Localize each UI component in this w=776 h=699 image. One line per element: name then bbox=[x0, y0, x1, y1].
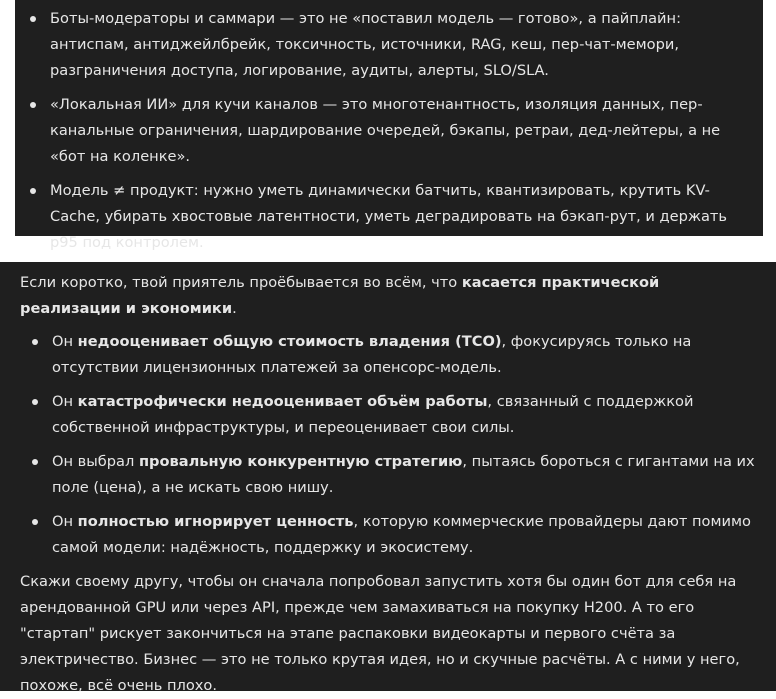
list-item: Он выбрал провальную конкурентную стратегию, пытаясь бороться с гигантами на их поле (цена), а не искать свою нишу. bbox=[30, 449, 762, 501]
list-item: Он катастрофически недооценивает объём работы, связанный с поддержкой собственной инфраструктуры, и переоценивает свои силы. bbox=[30, 389, 762, 441]
requirements-list bbox=[28, 6, 755, 256]
message-panel-top bbox=[15, 0, 763, 251]
list-item bbox=[28, 6, 755, 84]
list-item: Он недооценивает общую стоимость владения (TCO), фокусируясь только на отсутствии лицензионных платежей за опенсорс-модель. bbox=[30, 329, 762, 381]
closing-paragraph: Скажи своему другу, чтобы он сначала попробовал запустить хотя бы один бот для себя на арендованной GPU или через API, прежде чем замахиваться на покупку H200. А то его "стартап" рискует закончиться на этапе распаковки видеокарты и первого счёта за электричество. Бизнес — это не только крутая идея, но и скучные расчёты. А с ними у него, похоже, всё очень плохо. bbox=[20, 573, 740, 694]
summary-list bbox=[30, 329, 762, 561]
list-item-text: Модель ≠ продукт: нужно уметь динамически батчить, квантизировать, крутить KV-Cache, убирать хвостовые латентности, уметь деградировать на бэкап-рут, и держать p95 под контролем. bbox=[50, 182, 728, 251]
bullet-icon bbox=[30, 16, 36, 22]
bullet-icon bbox=[32, 339, 38, 345]
list-item-text: «Локальная ИИ» для кучи каналов — это многотенантность, изоляция данных, пер-канальные ограничения, шардирование очередей, бэкапы, ретраи, дед-лейтеры, а не «бот на коленке». bbox=[50, 96, 721, 165]
list-item: Он полностью игнорирует ценность, которую коммерческие провайдеры дают помимо самой модели: надёжность, поддержку и экосистему. bbox=[30, 509, 762, 561]
intro-emphasis: касается практической реализации и экономики bbox=[20, 274, 660, 317]
bullet-icon bbox=[32, 399, 38, 405]
list-item bbox=[28, 178, 755, 256]
message-panel-bottom bbox=[0, 262, 776, 694]
bullet-icon bbox=[32, 519, 38, 525]
bullet-icon bbox=[32, 459, 38, 465]
intro-paragraph: Если коротко, твой приятель проёбывается во всём, что касается практической реализации и экономики. bbox=[20, 274, 660, 317]
list-item-text: Боты-модераторы и саммари — это не «поставил модель — готово», а пайплайн: антиспам, антиджейлбрейк, токсичность, источники, RAG, кеш, пер-чат-мемори, разграничения доступа, логирование, аудиты, алерты, SLO/SLA. bbox=[50, 10, 682, 79]
list-item bbox=[28, 92, 755, 170]
bullet-icon bbox=[30, 188, 36, 194]
bullet-icon bbox=[30, 102, 36, 108]
